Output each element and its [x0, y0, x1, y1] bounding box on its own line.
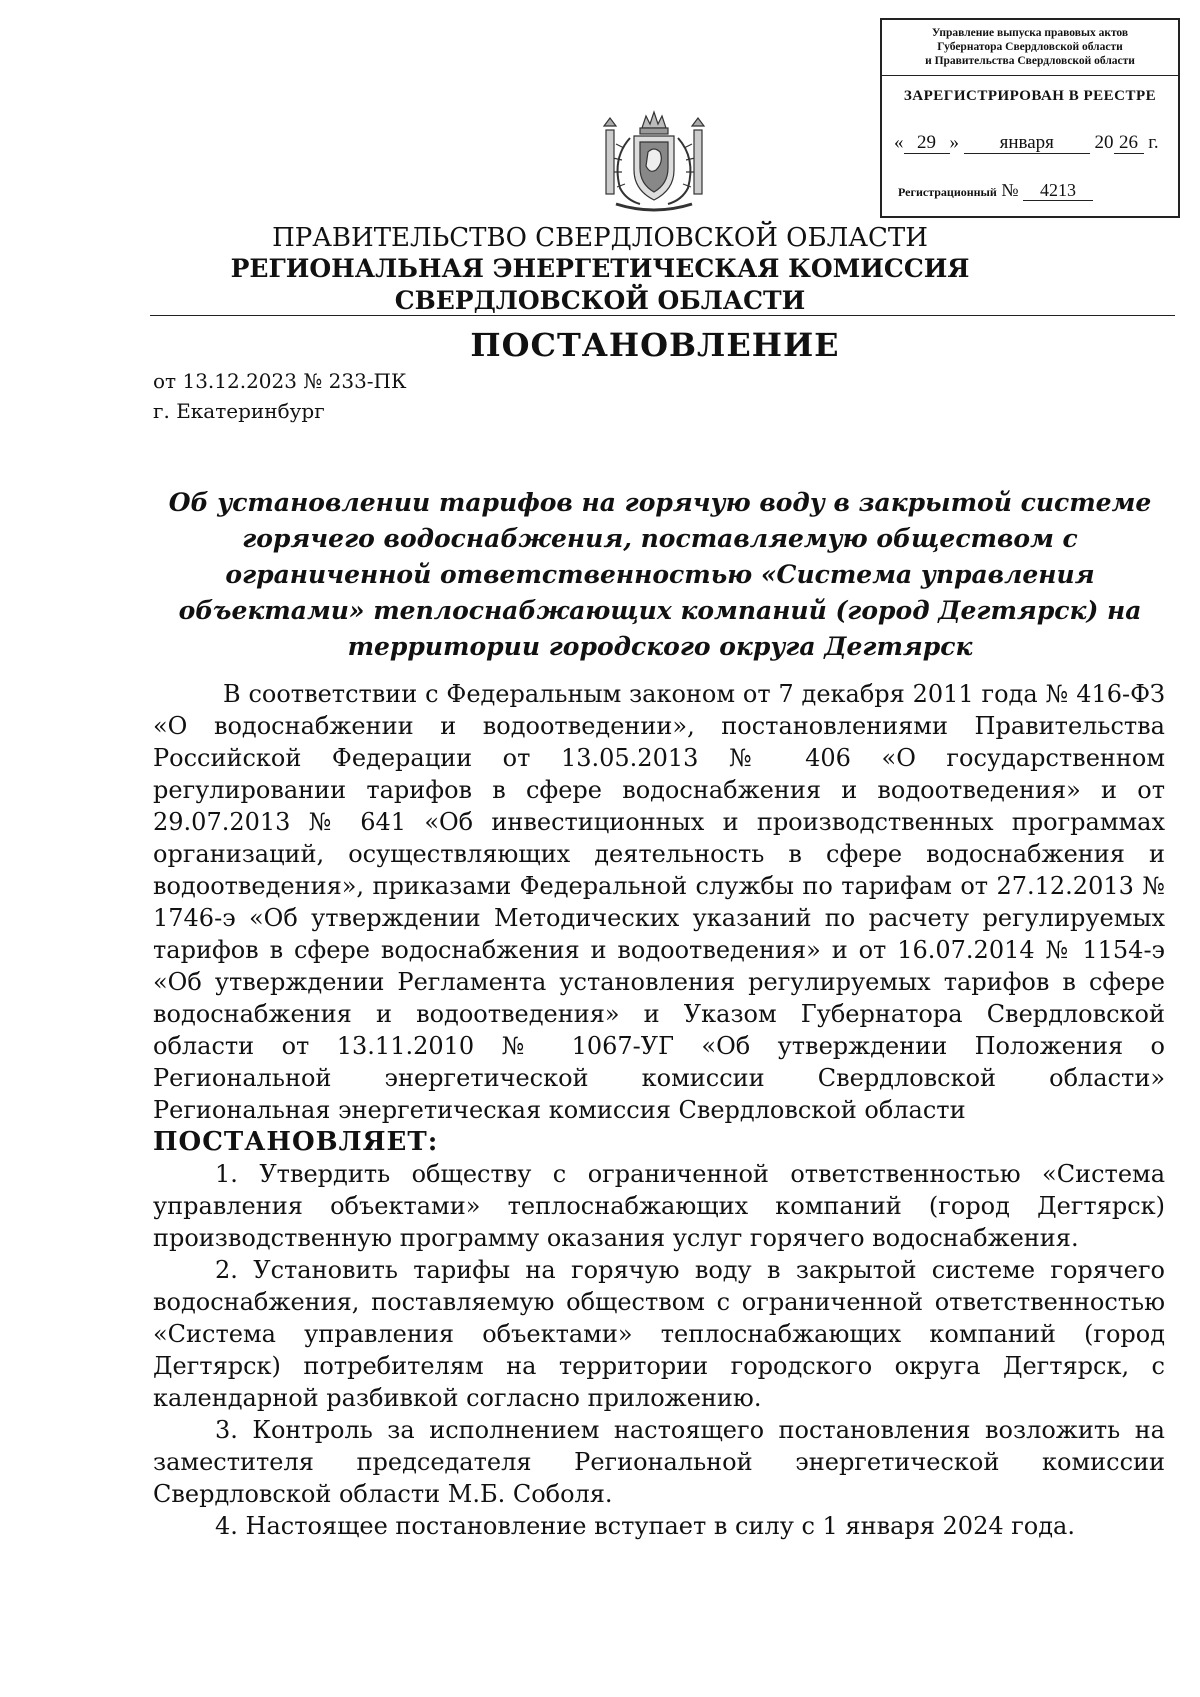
stamp-registered-title: ЗАРЕГИСТРИРОВАН В РЕЕСТРЕ [903, 88, 1157, 104]
stamp-year-unit: г. [1148, 132, 1159, 153]
stamp-year-suffix: 26 [1114, 133, 1144, 154]
document-city: г. Екатеринбург [153, 399, 325, 423]
stamp-issuer [882, 20, 1178, 76]
stamp-reg-label: Регистрационный [898, 185, 997, 199]
stamp-no-sign: № [1001, 180, 1019, 200]
stamp-issuer-line: и Правительства Свердловской области [925, 55, 1135, 67]
stamp-month: января [964, 133, 1090, 154]
registration-stamp [880, 18, 1180, 218]
preamble-paragraph: В соответствии с Федеральным законом от 7 декабря 2011 года № 416-ФЗ «О водоснабжении и водоотведении», постановлениями Правительства Российской Федерации от 13.05.2013 № 406 «О государственном регулировании тарифов в сфере водоснабжения и водоотведения» и от 29.07.2013 № 641 «Об инвестиционных и производственных программах организаций, осуществляющих деятельность в сфере водоснабжения и водоотведения», приказами Федеральной службы по тарифам от 27.12.2013 № 1746-э «Об утверждении Методических указаний по расчету регулируемых тарифов в сфере водоснабжения и водоотведения» и от 16.07.2014 № 1154-э «Об утверждении Регламента установления регулируемых тарифов в сфере водоснабжения и водоотведения» и Указом Губернатора Свердловской области от 13.11.2010 № 1067-УГ «Об утверждении Положения о Региональной энергетической комиссии Свердловской области» Региональная энергетическая комиссия Свердловской области [153, 680, 1165, 1124]
decree-item-1: 1. Утвердить обществу с ограниченной ответственностью «Система управления объектами» теплоснабжающих компаний (город Дегтярск) производственную программу оказания услуг горячего водоснабжения. [153, 1160, 1165, 1252]
decree-item-3: 3. Контроль за исполнением настоящего постановления возложить на заместителя председателя Региональной энергетической комиссии Свердловской области М.Б. Соболя. [153, 1416, 1165, 1508]
stamp-reg-number: 4213 [1023, 180, 1093, 201]
coat-of-arms-icon [590, 108, 718, 216]
commission-title-line2: СВЕРДЛОВСКОЙ ОБЛАСТИ [394, 286, 806, 315]
document-subject: Об установлении тарифов на горячую воду в закрытой системе горячего водоснабжения, поставляемую обществом с ограниченной ответственностью «Система управления объектами» теплоснабжающих компаний (город Дегтярск) на территории городского округа Дегтярск [168, 488, 1152, 661]
stamp-issuer-line: Губернатора Свердловской области [937, 41, 1123, 53]
document-body [153, 678, 1165, 1542]
document-type: ПОСТАНОВЛЕНИЕ [470, 326, 840, 364]
decree-item-2: 2. Установить тарифы на горячую воду в закрытой системе горячего водоснабжения, поставляемую обществом с ограниченной ответственностью «Система управления объектами» теплоснабжающих компаний (город Дегтярск) потребителям на территории городского округа Дегтярск, с календарной разбивкой согласно приложению. [153, 1256, 1165, 1412]
header-divider [150, 315, 1175, 316]
document-meta [153, 366, 406, 426]
document-date-number: от 13.12.2023 № 233-ПК [153, 369, 407, 393]
stamp-reg-number-line [898, 180, 1170, 201]
commission-title-line1: РЕГИОНАЛЬНАЯ ЭНЕРГЕТИЧЕСКАЯ КОМИССИЯ [230, 254, 970, 283]
stamp-year-prefix: 20 [1094, 132, 1114, 153]
decree-word: ПОСТАНОВЛЯЕТ: [153, 1127, 439, 1157]
government-title: ПРАВИТЕЛЬСТВО СВЕРДЛОВСКОЙ ОБЛАСТИ [272, 223, 928, 253]
stamp-date: « 29 » января 20 26 г. [894, 132, 1159, 153]
stamp-issuer-line: Управление выпуска правовых актов [931, 27, 1129, 39]
stamp-day: 29 [904, 133, 950, 154]
decree-item-4: 4. Настоящее постановление вступает в силу с 1 января 2024 года. [215, 1512, 1075, 1540]
